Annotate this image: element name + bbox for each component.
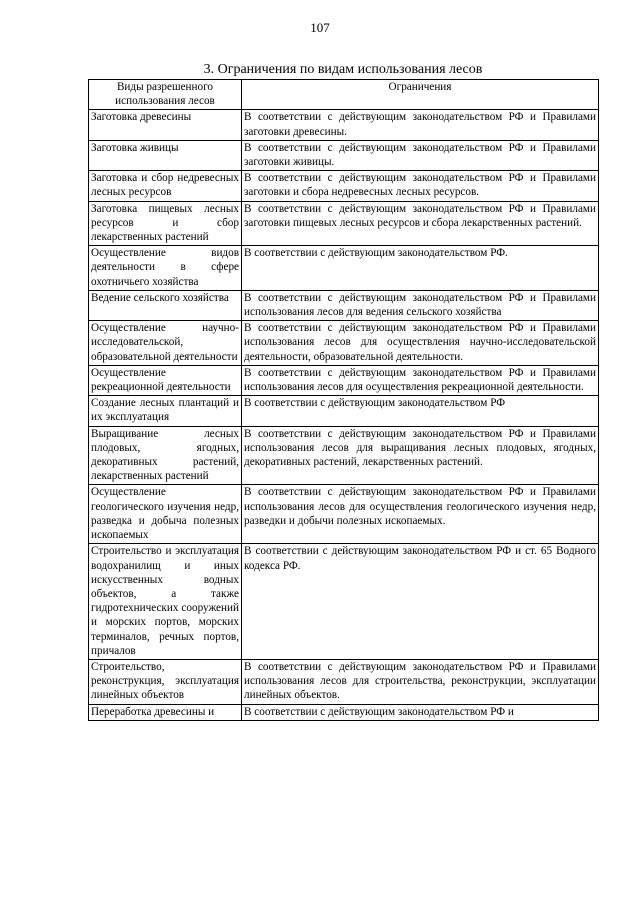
column-header-kind: Виды разрешенного использования лесов — [89, 80, 242, 110]
usage-kind-cell: Осуществление рекреационной деятельности — [89, 365, 242, 395]
restriction-cell: В соответствии с действующим законодательством РФ и — [242, 704, 599, 720]
table-row — [89, 485, 599, 544]
table-row — [89, 171, 599, 201]
usage-kind-cell: Заготовка и сбор недревесных лесных ресурсов — [89, 171, 242, 201]
usage-kind-cell: Осуществление научно-исследовательской, образовательной деятельности — [89, 321, 242, 366]
usage-kind-cell: Заготовка пищевых лесных ресурсов и сбор лекарственных растений — [89, 201, 242, 246]
table-row — [89, 246, 599, 291]
usage-kind-cell: Выращивание лесных плодовых, ягодных, декоративных растений, лекарственных растений — [89, 426, 242, 485]
column-header-restriction: Ограничения — [242, 80, 599, 110]
restriction-cell: В соответствии с действующим законодательством РФ и Правилами использования лесов для осуществления рекреационной деятельности. — [242, 365, 599, 395]
page-number: 107 — [310, 20, 330, 35]
usage-kind-cell: Заготовка живицы — [89, 140, 242, 170]
usage-kind-cell: Осуществление видов деятельности в сфере охотничьего хозяйства — [89, 246, 242, 291]
table-title: 3. Ограничения по видам использования лесов — [203, 62, 483, 77]
table-row — [89, 659, 599, 704]
table-row — [89, 290, 599, 320]
usage-kind-cell: Строительство и эксплуатация водохранилищ и иных искусственных водных объектов, а также гидротехнических сооружений и морских портов, морских терминалов, речных портов, причалов — [89, 544, 242, 660]
restriction-cell: В соответствии с действующим законодательством РФ и Правилами использования лесов для осуществления научно-исследовательской деятельности, образовательной деятельности. — [242, 321, 599, 366]
usage-kind-cell: Заготовка древесины — [89, 110, 242, 140]
table-row — [89, 704, 599, 720]
table-row — [89, 544, 599, 660]
table-row — [89, 365, 599, 395]
restrictions-table — [88, 79, 599, 721]
table-row — [89, 201, 599, 246]
usage-kind-cell: Строительство, реконструкция, эксплуатация линейных объектов — [89, 659, 242, 704]
restriction-cell: В соответствии с действующим законодательством РФ и ст. 65 Водного кодекса РФ. — [242, 544, 599, 660]
restriction-cell: В соответствии с действующим законодательством РФ. — [242, 246, 599, 291]
table-row — [89, 426, 599, 485]
usage-kind-cell: Осуществление геологического изучения недр, разведка и добыча полезных ископаемых — [89, 485, 242, 544]
restriction-cell: В соответствии с действующим законодательством РФ и Правилами заготовки живицы. — [242, 140, 599, 170]
table-header-row — [89, 80, 599, 110]
restriction-cell: В соответствии с действующим законодательством РФ и Правилами использования лесов для осуществления геологического изучения недр, разведки и добычи полезных ископаемых. — [242, 485, 599, 544]
restriction-cell: В соответствии с действующим законодательством РФ и Правилами заготовки пищевых лесных ресурсов и сбора лекарственных растений. — [242, 201, 599, 246]
table-row — [89, 110, 599, 140]
table-row — [89, 140, 599, 170]
restriction-cell: В соответствии с действующим законодательством РФ и Правилами использования лесов для выращивания лесных плодовых, ягодных, декоративных растений, лекарственных растений. — [242, 426, 599, 485]
usage-kind-cell: Ведение сельского хозяйства — [89, 290, 242, 320]
restriction-cell: В соответствии с действующим законодательством РФ — [242, 396, 599, 426]
table-row — [89, 396, 599, 426]
usage-kind-cell: Переработка древесины и — [89, 704, 242, 720]
usage-kind-cell: Создание лесных плантаций и их эксплуатация — [89, 396, 242, 426]
restriction-cell: В соответствии с действующим законодательством РФ и Правилами использования лесов для ведения сельского хозяйства — [242, 290, 599, 320]
table-row — [89, 321, 599, 366]
restriction-cell: В соответствии с действующим законодательством РФ и Правилами использования лесов для строительства, реконструкции, эксплуатации линейных объектов. — [242, 659, 599, 704]
restriction-cell: В соответствии с действующим законодательством РФ и Правилами заготовки древесины. — [242, 110, 599, 140]
restriction-cell: В соответствии с действующим законодательством РФ и Правилами заготовки и сбора недревесных лесных ресурсов. — [242, 171, 599, 201]
